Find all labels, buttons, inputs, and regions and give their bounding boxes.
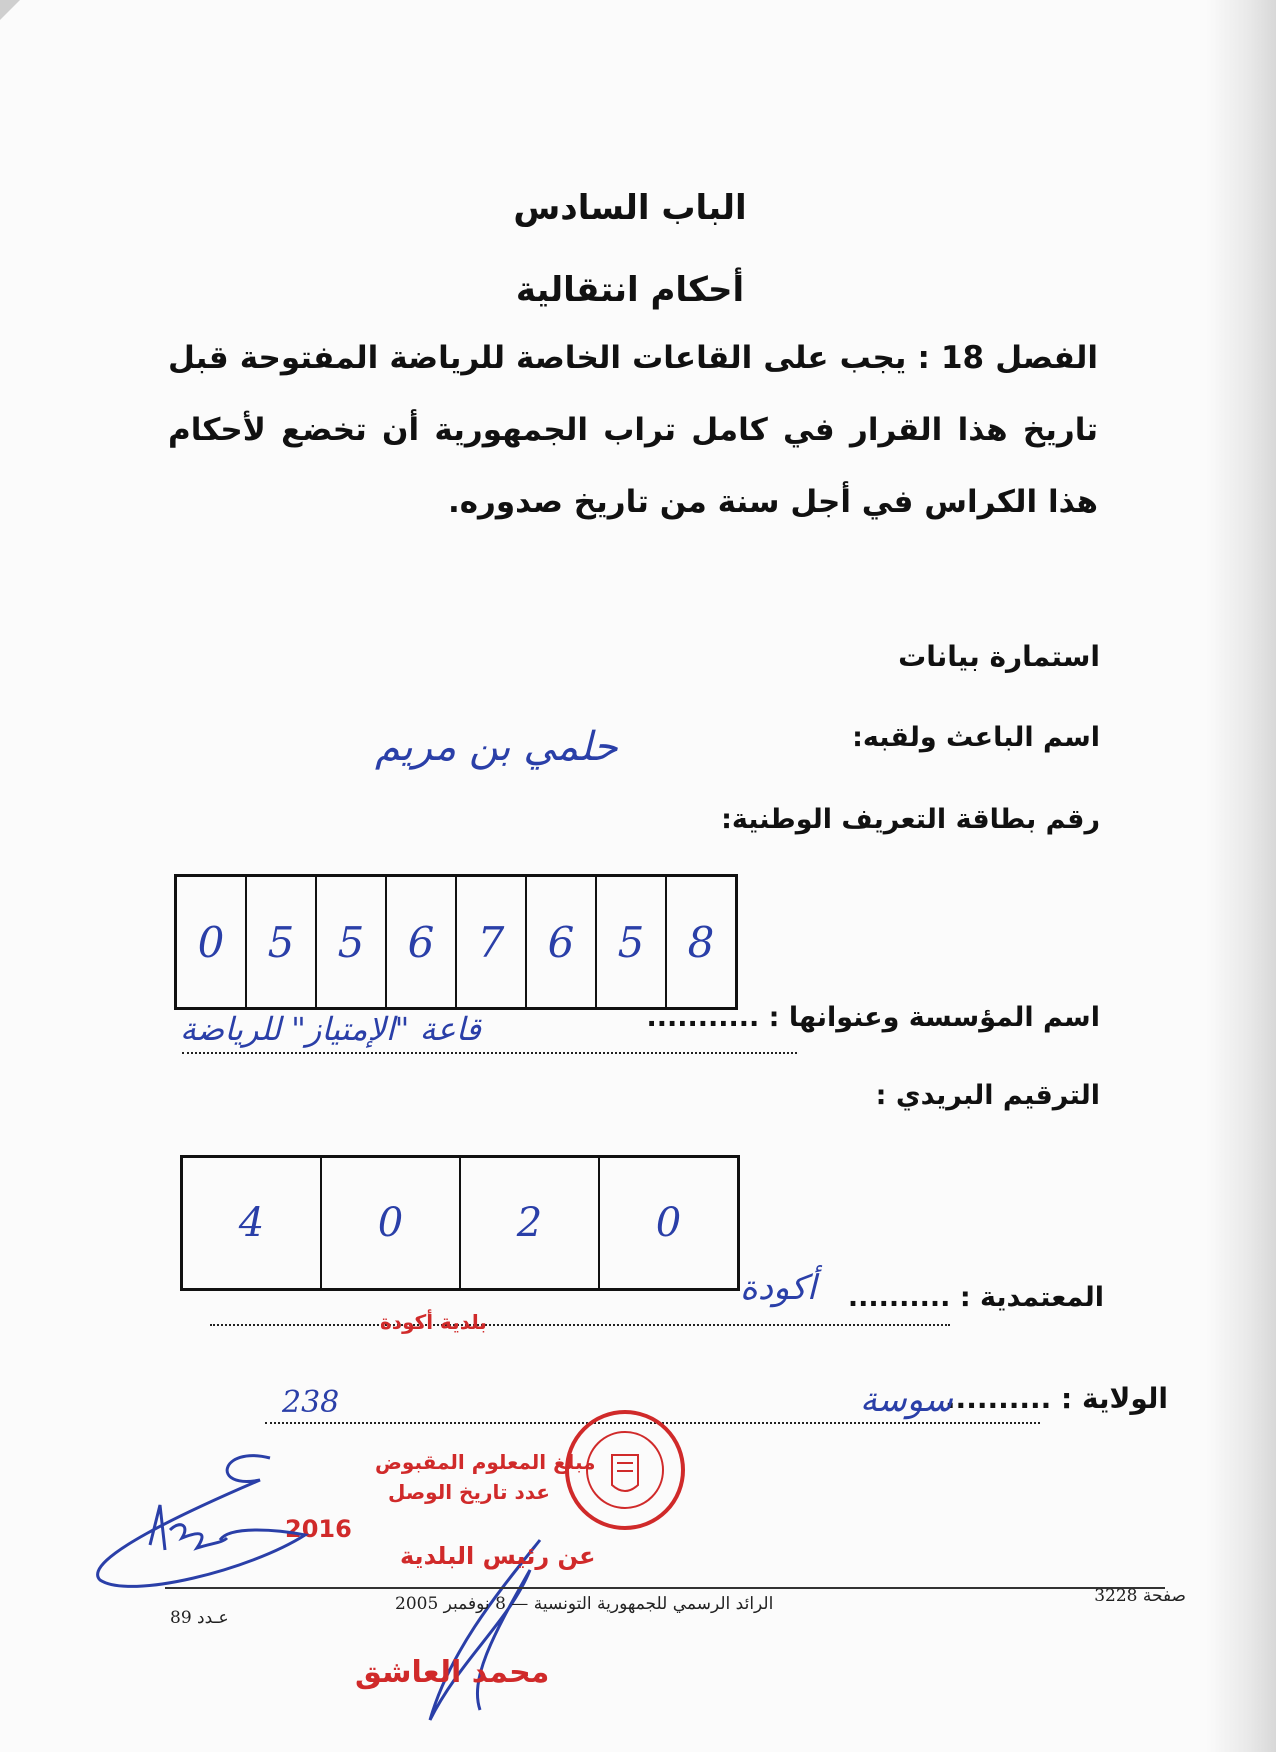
footer-journal: الرائد الرسمي للجمهورية التونسية — 8 نوفمبر 2005 (395, 1594, 774, 1614)
page-edge-shadow (1206, 0, 1276, 1752)
digit-cell (320, 1158, 459, 1288)
governorate-label: الولاية : .......... (944, 1382, 1168, 1415)
institution-handwritten: قاعة "الإمتياز" للرياضة (180, 1010, 481, 1048)
digit-handwritten: 5 (337, 917, 365, 967)
postal-code-label: الترقيم البريدي : (875, 1080, 1100, 1111)
footer-page-number: صفحة 3228 (1094, 1586, 1186, 1606)
id-card-label: رقم بطاقة التعريف الوطنية: (721, 804, 1100, 835)
chapter-subtitle: أحكام انتقالية (515, 270, 745, 310)
chapter-title: الباب السادس (513, 188, 747, 228)
handwritten-number: 238 (282, 1385, 340, 1420)
digit-handwritten: 0 (197, 917, 225, 967)
official-seal-icon (560, 1405, 690, 1535)
stamp-line-1: بلدية أكودة (380, 1310, 487, 1334)
digit-handwritten: 5 (267, 917, 295, 967)
digit-cell (385, 877, 455, 1007)
digit-cell (177, 877, 245, 1007)
footer-issue: عـدد 89 (170, 1608, 229, 1628)
digit-cell (183, 1158, 320, 1288)
id-number-grid (174, 874, 738, 1010)
institution-dotted-line (182, 1052, 797, 1054)
governorate-handwritten: سوسة (860, 1380, 953, 1420)
digit-cell (598, 1158, 737, 1288)
digit-handwritten: 8 (687, 917, 715, 967)
stamp-date: 2016 (285, 1515, 352, 1543)
delegation-handwritten: أكودة (740, 1268, 817, 1308)
delegation-dotted-line (210, 1324, 950, 1326)
digit-handwritten: 2 (516, 1200, 543, 1246)
stamp-line-2: مبلغ المعلوم المقبوض (375, 1450, 596, 1474)
institution-label: اسم المؤسسة وعنوانها : ........... (646, 1002, 1100, 1033)
footer-rule (165, 1587, 1165, 1589)
signatory-name: محمد العاشق (355, 1655, 550, 1690)
postal-code-grid (180, 1155, 740, 1291)
digit-handwritten: 7 (477, 917, 505, 967)
signatory-title: عن رئيس البلدية (400, 1542, 596, 1570)
digit-handwritten: 6 (407, 917, 435, 967)
folded-corner (0, 0, 20, 20)
digit-cell (245, 877, 315, 1007)
digit-cell (459, 1158, 598, 1288)
digit-cell (455, 877, 525, 1007)
digit-cell (525, 877, 595, 1007)
digit-handwritten: 0 (377, 1200, 404, 1246)
delegation-label: المعتمدية : .......... (847, 1282, 1104, 1313)
digit-cell (665, 877, 735, 1007)
digit-cell (315, 877, 385, 1007)
digit-handwritten: 5 (617, 917, 645, 967)
digit-handwritten: 6 (547, 917, 575, 967)
researcher-name-label: اسم الباعث ولقبه: (852, 722, 1100, 753)
digit-cell (595, 877, 665, 1007)
article-18-text: الفصل 18 : يجب على القاعات الخاصة للرياضة المفتوحة قبل تاريخ هذا القرار في كامل تراب الجمهورية أن تخضع لأحكام هذا الكراس في أجل سنة من تاريخ صدوره. (168, 340, 1098, 520)
handwritten-signature-left-icon (70, 1450, 330, 1600)
researcher-name-handwritten: حلمي بن مريم (375, 724, 618, 770)
form-title: استمارة بيانات (898, 640, 1100, 673)
digit-handwritten: 0 (655, 1200, 682, 1246)
digit-handwritten: 4 (238, 1200, 265, 1246)
stamp-line-3: عدد تاريخ الوصل (388, 1480, 550, 1504)
